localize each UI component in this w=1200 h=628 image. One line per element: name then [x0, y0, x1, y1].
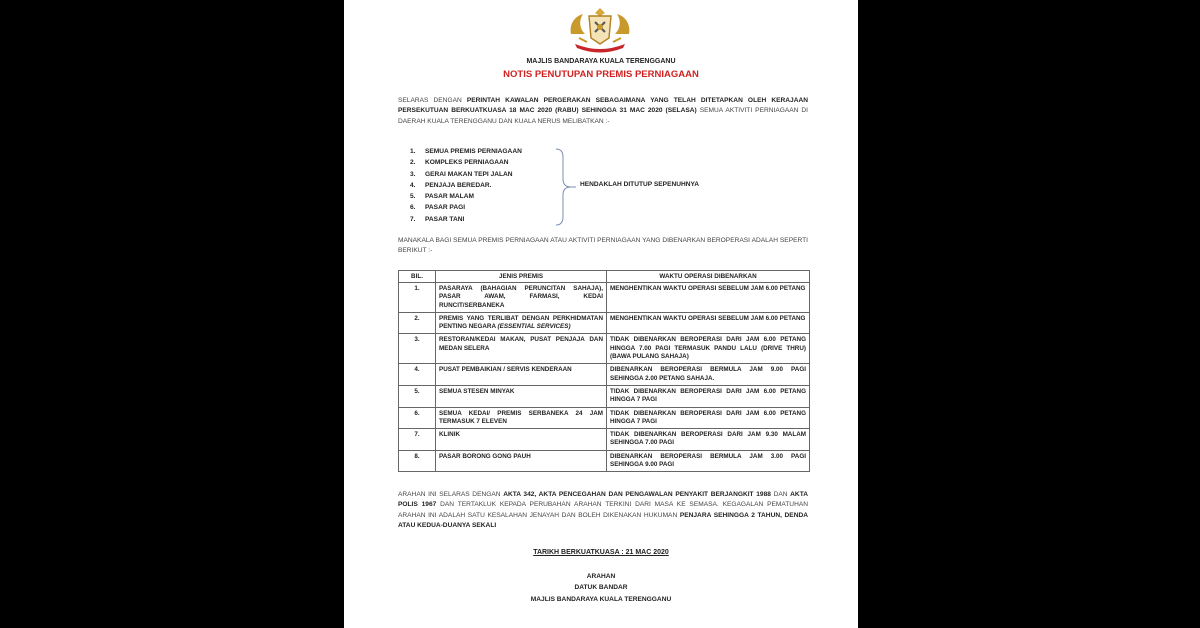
legal-paragraph: ARAHAN INI SELARAS DENGAN AKTA 342, AKTA PENCEGAHAN DAN PENGAWALAN PENYAKIT BERJANGKIT 1988 DAN AKTA POLIS 1967 DAN TERTAKLUK KEPADA PERUBAHAN ARAHAN TERKINI DARI MASA KE SEMASA. KEGAGALAN PEMATUHAN ARAHAN INI ADALAH SATU KESALAHAN JENAYAH DAN BOLEH DIKENAKAN HUKUMAN PENJARA SEHINGGA 2 TAHUN, DENDA ATAU KEDUA-DUANYA SEKALI	[398, 491, 808, 530]
table-row	[399, 407, 810, 429]
municipal-crest-logo	[565, 4, 635, 54]
closure-list	[410, 146, 522, 225]
premise-type: PUSAT PEMBAIKIAN / SERVIS KENDERAAN	[436, 364, 607, 386]
list-item: 2. KOMPLEKS PERNIAGAAN	[410, 159, 509, 167]
premise-type: KLINIK	[436, 429, 607, 451]
table-row	[399, 334, 810, 364]
effective-date: TARIKH BERKUATKUASA : 21 MAC 2020	[533, 549, 669, 556]
notice-document	[344, 0, 858, 628]
operating-hours-table	[398, 270, 810, 472]
table-header-row	[399, 271, 810, 283]
column-header-jenis: JENIS PREMIS	[436, 271, 607, 283]
table-row	[399, 283, 810, 313]
premise-type: PREMIS YANG TERLIBAT DENGAN PERKHIDMATAN PENTING NEGARA (ESSENTIAL SERVICES)	[436, 312, 607, 334]
row-number: 3.	[399, 334, 436, 364]
signature-line: ARAHAN	[586, 573, 616, 580]
operating-hours: MENGHENTIKAN WAKTU OPERASI SEBELUM JAM 6.00 PETANG	[607, 283, 810, 313]
row-number: 2.	[399, 312, 436, 334]
permitted-paragraph: MANAKALA BAGI SEMUA PREMIS PERNIAGAAN ATAU AKTIVITI PERNIAGAAN YANG DIBENARKAN BEROPERASI ADALAH SEPERTI BERIKUT :-	[398, 237, 808, 255]
operating-hours: TIDAK DIBENARKAN BEROPERASI DARI JAM 9.30 MALAM SEHINGGA 7.00 PAGI	[607, 429, 810, 451]
operating-hours: TIDAK DIBENARKAN BEROPERASI DARI JAM 6.00 PETANG HINGGA 7 PAGI	[607, 385, 810, 407]
operating-hours: TIDAK DIBENARKAN BEROPERASI DARI JAM 6.00 PETANG HINGGA 7 PAGI	[607, 407, 810, 429]
list-item: 3. GERAI MAKAN TEPI JALAN	[410, 170, 513, 178]
column-header-bil: BIL.	[399, 271, 436, 283]
right-brace-icon	[554, 147, 576, 227]
operating-hours: MENGHENTIKAN WAKTU OPERASI SEBELUM JAM 6.00 PETANG	[607, 312, 810, 334]
row-number: 4.	[399, 364, 436, 386]
premise-type: SEMUA STESEN MINYAK	[436, 385, 607, 407]
table-row	[399, 364, 810, 386]
column-header-waktu: WAKTU OPERASI DIBENARKAN	[607, 271, 810, 283]
premise-type: SEMUA KEDAI/ PREMIS SERBANEKA 24 JAM TERMASUK 7 ELEVEN	[436, 407, 607, 429]
row-number: 1.	[399, 283, 436, 313]
signature-line: MAJLIS BANDARAYA KUALA TERENGGANU	[530, 596, 672, 603]
list-item: 6. PASAR PAGI	[410, 204, 466, 212]
table-row	[399, 385, 810, 407]
operating-hours: DIBENARKAN BEROPERASI BERMULA JAM 3.00 PAGI SEHINGGA 9.00 PAGI	[607, 450, 810, 472]
table-row	[399, 450, 810, 472]
closure-instruction: HENDAKLAH DITUTUP SEPENUHNYA	[580, 181, 700, 188]
notice-title: NOTIS PENUTUPAN PREMIS PERNIAGAAN	[503, 69, 699, 80]
row-number: 8.	[399, 450, 436, 472]
operating-hours: TIDAK DIBENARKAN BEROPERASI DARI JAM 6.00 PETANG HINGGA 7.00 PAGI TERMASUK PANDU LALU (DRIVE THRU) (BAWA PULANG SAHAJA)	[607, 334, 810, 364]
list-item: 4. PENJAJA BEREDAR.	[410, 181, 492, 189]
premise-type: RESTORAN/KEDAI MAKAN, PUSAT PENJAJA DAN MEDAN SELERA	[436, 334, 607, 364]
operating-hours: DIBENARKAN BEROPERASI BERMULA JAM 9.00 PAGI SEHINGGA 2.00 PETANG SAHAJA.	[607, 364, 810, 386]
row-number: 5.	[399, 385, 436, 407]
organization-name: MAJLIS BANDARAYA KUALA TERENGGANU	[526, 58, 676, 65]
premise-type: PASARAYA (BAHAGIAN PERUNCITAN SAHAJA), PASAR AWAM, FARMASI, KEDAI RUNCIT/SERBANEKA	[436, 283, 607, 313]
row-number: 6.	[399, 407, 436, 429]
list-item: 5. PASAR MALAM	[410, 193, 474, 201]
list-item: 1. SEMUA PREMIS PERNIAGAAN	[410, 148, 522, 155]
premise-type: PASAR BORONG GONG PAUH	[436, 450, 607, 472]
intro-paragraph: SELARAS DENGAN PERINTAH KAWALAN PERGERAKAN SEBAGAIMANA YANG TELAH DITETAPKAN OLEH KERAJAAN PERSEKUTUAN BERKUATKUASA 18 MAC 2020 (RABU) SEHINGGA 31 MAC 2020 (SELASA) SEMUA AKTIVITI PERNIAGAAN DI DAERAH KUALA TERENGGANU DAN KUALA NERUS MELIBATKAN :-	[398, 97, 809, 125]
row-number: 7.	[399, 429, 436, 451]
table-row	[399, 312, 810, 334]
signature-line: DATUK BANDAR	[574, 584, 628, 591]
table-row	[399, 429, 810, 451]
list-item: 7. PASAR TANI	[410, 215, 465, 223]
